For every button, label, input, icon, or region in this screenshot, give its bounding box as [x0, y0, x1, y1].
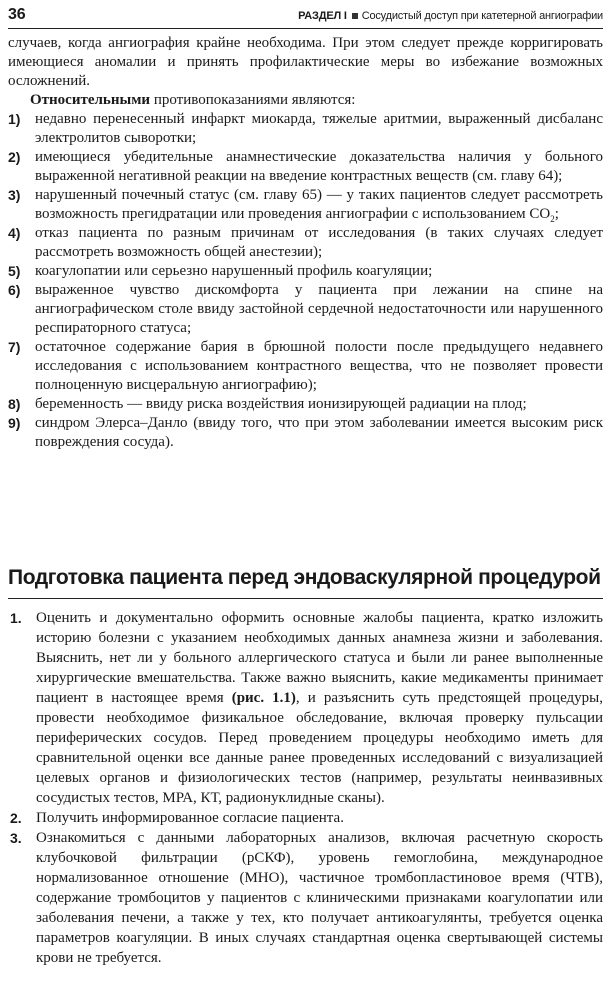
upper-text-block — [8, 34, 603, 452]
item-text: синдром Элерса–Данло (ввиду того, что при этом заболевании имеется высоким риск повреждения сосуда). — [35, 415, 603, 450]
item-number: 2) — [8, 149, 21, 165]
item-number: 1) — [8, 111, 21, 127]
preparation-block — [8, 608, 603, 968]
list-item — [8, 338, 603, 395]
item-text: остаточное содержание бария в брюшной полости после предыдущего недавнего исследования с использованием контрастного вещества, что не позволяет провести полноценную висцеральную ангиографию); — [35, 339, 603, 393]
item-number: 7) — [8, 339, 21, 355]
list-item — [8, 608, 603, 808]
item-number: 5) — [8, 263, 21, 279]
section-heading: Подготовка пациента перед эндоваскулярной процедурой — [8, 566, 601, 589]
list-item — [8, 110, 603, 148]
step-number: 3. — [10, 830, 22, 846]
item-text: беременность — ввиду риска воздействия ионизирующей радиации на плод; — [35, 396, 527, 412]
list-item — [8, 414, 603, 452]
running-header — [8, 0, 603, 29]
preparation-steps — [8, 608, 603, 968]
subscript: 2 — [550, 214, 555, 224]
list-item — [8, 395, 603, 414]
page-number: 36 — [8, 6, 26, 23]
section-title-running: Сосудистый доступ при катетерной ангиографии — [361, 10, 603, 22]
step-number: 2. — [10, 810, 22, 826]
lead-rest: противопоказаниями являются: — [150, 92, 356, 108]
list-item — [8, 148, 603, 186]
item-text-end: ; — [554, 206, 559, 222]
step-text: Ознакомиться с данными лабораторных анализов, включая расчетную скорость клубочковой фильтрации (рСКФ), уровень гемоглобина, международное нормализованное отношение (МНО), частичное тромбопластиновое время (ЧТВ), содержание тромбоцитов у пациентов с клиническими признаками коагулопатии или заболевания печени, а также у тех, кто получает антикоагулянты, требуется оценка параметров коагуляции. В иных случаях стандартная оценка свертывающей системы крови не требуется. — [36, 830, 603, 966]
item-text: недавно перенесенный инфаркт миокарда, тяжелые аритмии, выраженный дисбаланс электролитов сыворотки; — [35, 111, 603, 146]
step-number: 1. — [10, 610, 22, 626]
list-item — [8, 808, 603, 828]
list-item — [8, 828, 603, 968]
lead-bold-word: Относительными — [30, 92, 151, 108]
step-text: Оценить и документально оформить основные жалобы пациента, кратко изложить историю болезни с указанием необходимых данных анамнеза жизни и заболевания. Выяснить, нет ли у больного аллергического статуса и были ли ранее выполненные хирургические вмешательства. Также важно выяснить, какие медикаменты принимает пациент в настоящее время — [36, 610, 603, 706]
contraindications-list — [8, 110, 603, 452]
intro-paragraph: случаев, когда ангиография крайне необходима. При этом следует прежде корригировать имеющиеся аномалии и принять профилактические меры во избежание возможных осложнений. — [8, 35, 603, 89]
list-item — [8, 281, 603, 338]
heading-rule — [8, 598, 603, 599]
step-text-cont: , и разъяснить суть предстоящей процедуры, провести необходимое физикальное обследование, включая проверку пульсации периферических сосудов. Перед проведением процедуры необходимо иметь для сравнительной оценки все данные ранее проведенных исследований с визуализацией целевых органов и физиологических тестов (например, результаты неинвазивных сосудистых тестов, МРА, КТ, радионуклидные сканы). — [36, 690, 604, 806]
running-title — [298, 10, 603, 28]
item-number: 4) — [8, 225, 21, 241]
list-item — [8, 186, 603, 224]
item-number: 8) — [8, 396, 21, 412]
item-text: коагулопатии или серьезно нарушенный профиль коагуляции; — [35, 263, 433, 279]
item-text: имеющиеся убедительные анамнестические доказательства наличия у больного выраженной негативной реакции на введение контрастных веществ (см. главу 64); — [35, 149, 603, 184]
relative-contraindications-lead — [8, 91, 603, 110]
step-text: Получить информированное согласие пациента. — [36, 810, 344, 826]
item-number: 3) — [8, 187, 21, 203]
section-label: РАЗДЕЛ I — [298, 10, 347, 22]
item-text: отказ пациента по разным причинам от исследования (в таких случаях следует рассмотреть возможность общей анестезии); — [35, 225, 603, 260]
item-number: 9) — [8, 415, 21, 431]
item-number: 6) — [8, 282, 21, 298]
list-item — [8, 224, 603, 262]
figure-reference: (рис. 1.1) — [231, 690, 296, 706]
square-bullet-icon — [352, 13, 358, 19]
item-text: выраженное чувство дискомфорта у пациента при лежании на спине на ангиографическом столе ввиду застойной сердечной недостаточности или нарушенного респираторного статуса; — [35, 282, 603, 336]
list-item — [8, 262, 603, 281]
item-text: нарушенный почечный статус (см. главу 65) — у таких пациентов следует рассмотреть возможность прегидратации или проведения ангиографии с использованием CO — [35, 187, 603, 222]
